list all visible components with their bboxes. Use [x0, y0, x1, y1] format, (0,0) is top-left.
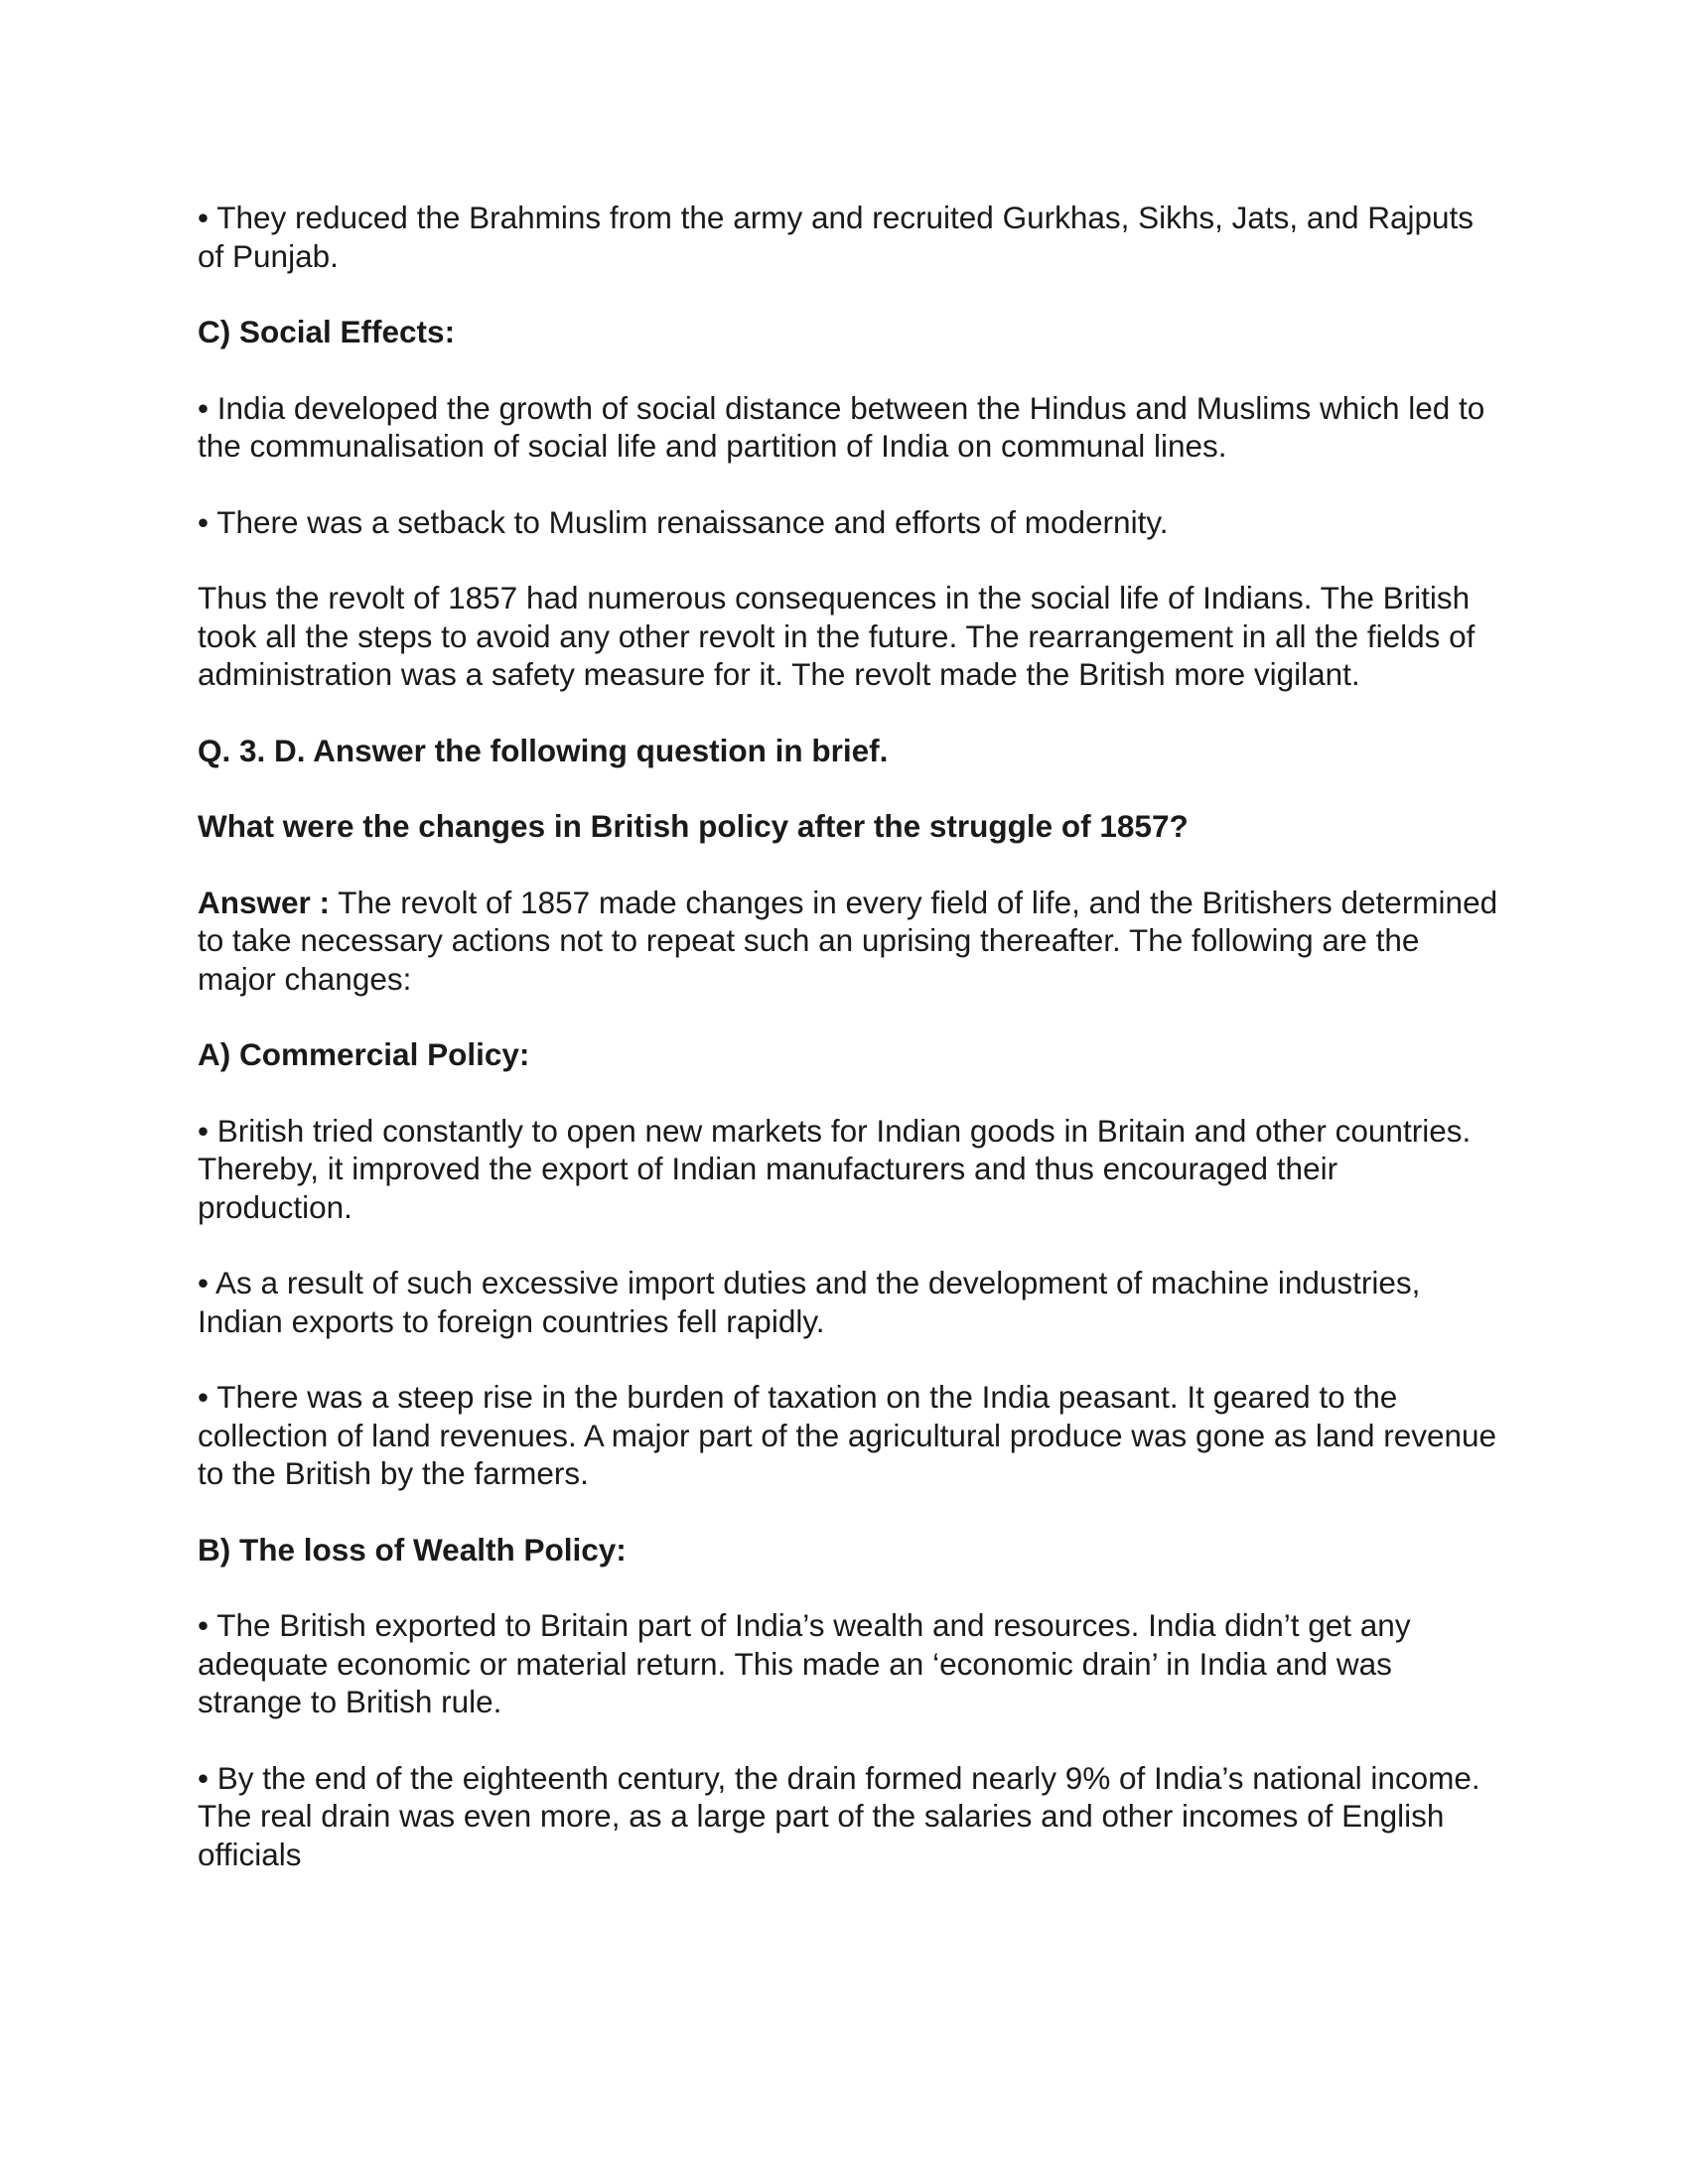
bullet-taxation: • There was a steep rise in the burden of taxation on the India peasant. It geared to the collection of land revenues. A major part of the agricultural produce was gone as land revenue to the British by the farmers.	[198, 1379, 1497, 1491]
question-text: What were the changes in British policy after the struggle of 1857?	[198, 808, 1189, 844]
heading-commercial-policy: A) Commercial Policy:	[198, 1036, 530, 1072]
bullet-import-duties: • As a result of such excessive import duties and the development of machine industries, Indian exports to foreign countries fell rapidly.	[198, 1265, 1421, 1339]
answer-paragraph	[198, 884, 1498, 999]
bullet-economic-drain: • The British exported to Britain part of India’s wealth and resources. India didn’t get any adequate economic or material return. This made an ‘economic drain’ in India and was strange to British rule.	[198, 1607, 1411, 1719]
bullet-social-distance: • India developed the growth of social distance between the Hindus and Muslims which led to the communalisation of social life and partition of India on communal lines.	[198, 389, 1485, 464]
bullet-muslim-renaissance: • There was a setback to Muslim renaissance and efforts of modernity.	[198, 503, 1169, 540]
heading-social-effects: C) Social Effects:	[198, 314, 456, 349]
page-content	[198, 199, 1498, 1911]
bullet-new-markets: • British tried constantly to open new markets for Indian goods in Britain and other countries. Thereby, it improved the export of Indian manufacturers and thus encouraged their production.	[198, 1112, 1472, 1225]
answer-text: The revolt of 1857 made changes in every field of life, and the Britishers determined to take necessary actions not to repeat such an uprising thereafter. The following are the major changes:	[198, 884, 1498, 997]
bullet-army-recruitment: • They reduced the Brahmins from the army and recruited Gurkhas, Sikhs, Jats, and Rajputs of Punjab.	[198, 200, 1475, 274]
heading-loss-of-wealth: B) The loss of Wealth Policy:	[198, 1531, 627, 1568]
question-instruction: Q. 3. D. Answer the following question in brief.	[198, 732, 889, 768]
answer-label: Answer :	[198, 884, 331, 920]
summary-paragraph: Thus the revolt of 1857 had numerous consequences in the social life of Indians. The British took all the steps to avoid any other revolt in the future. The rearrangement in all the fields of administration was a safety measure for it. The revolt made the British more vigilant.	[198, 580, 1476, 692]
bullet-drain-percentage: • By the end of the eighteenth century, the drain formed nearly 9% of India’s national income. The real drain was even more, as a large part of the salaries and other incomes of English officials	[198, 1759, 1480, 1872]
